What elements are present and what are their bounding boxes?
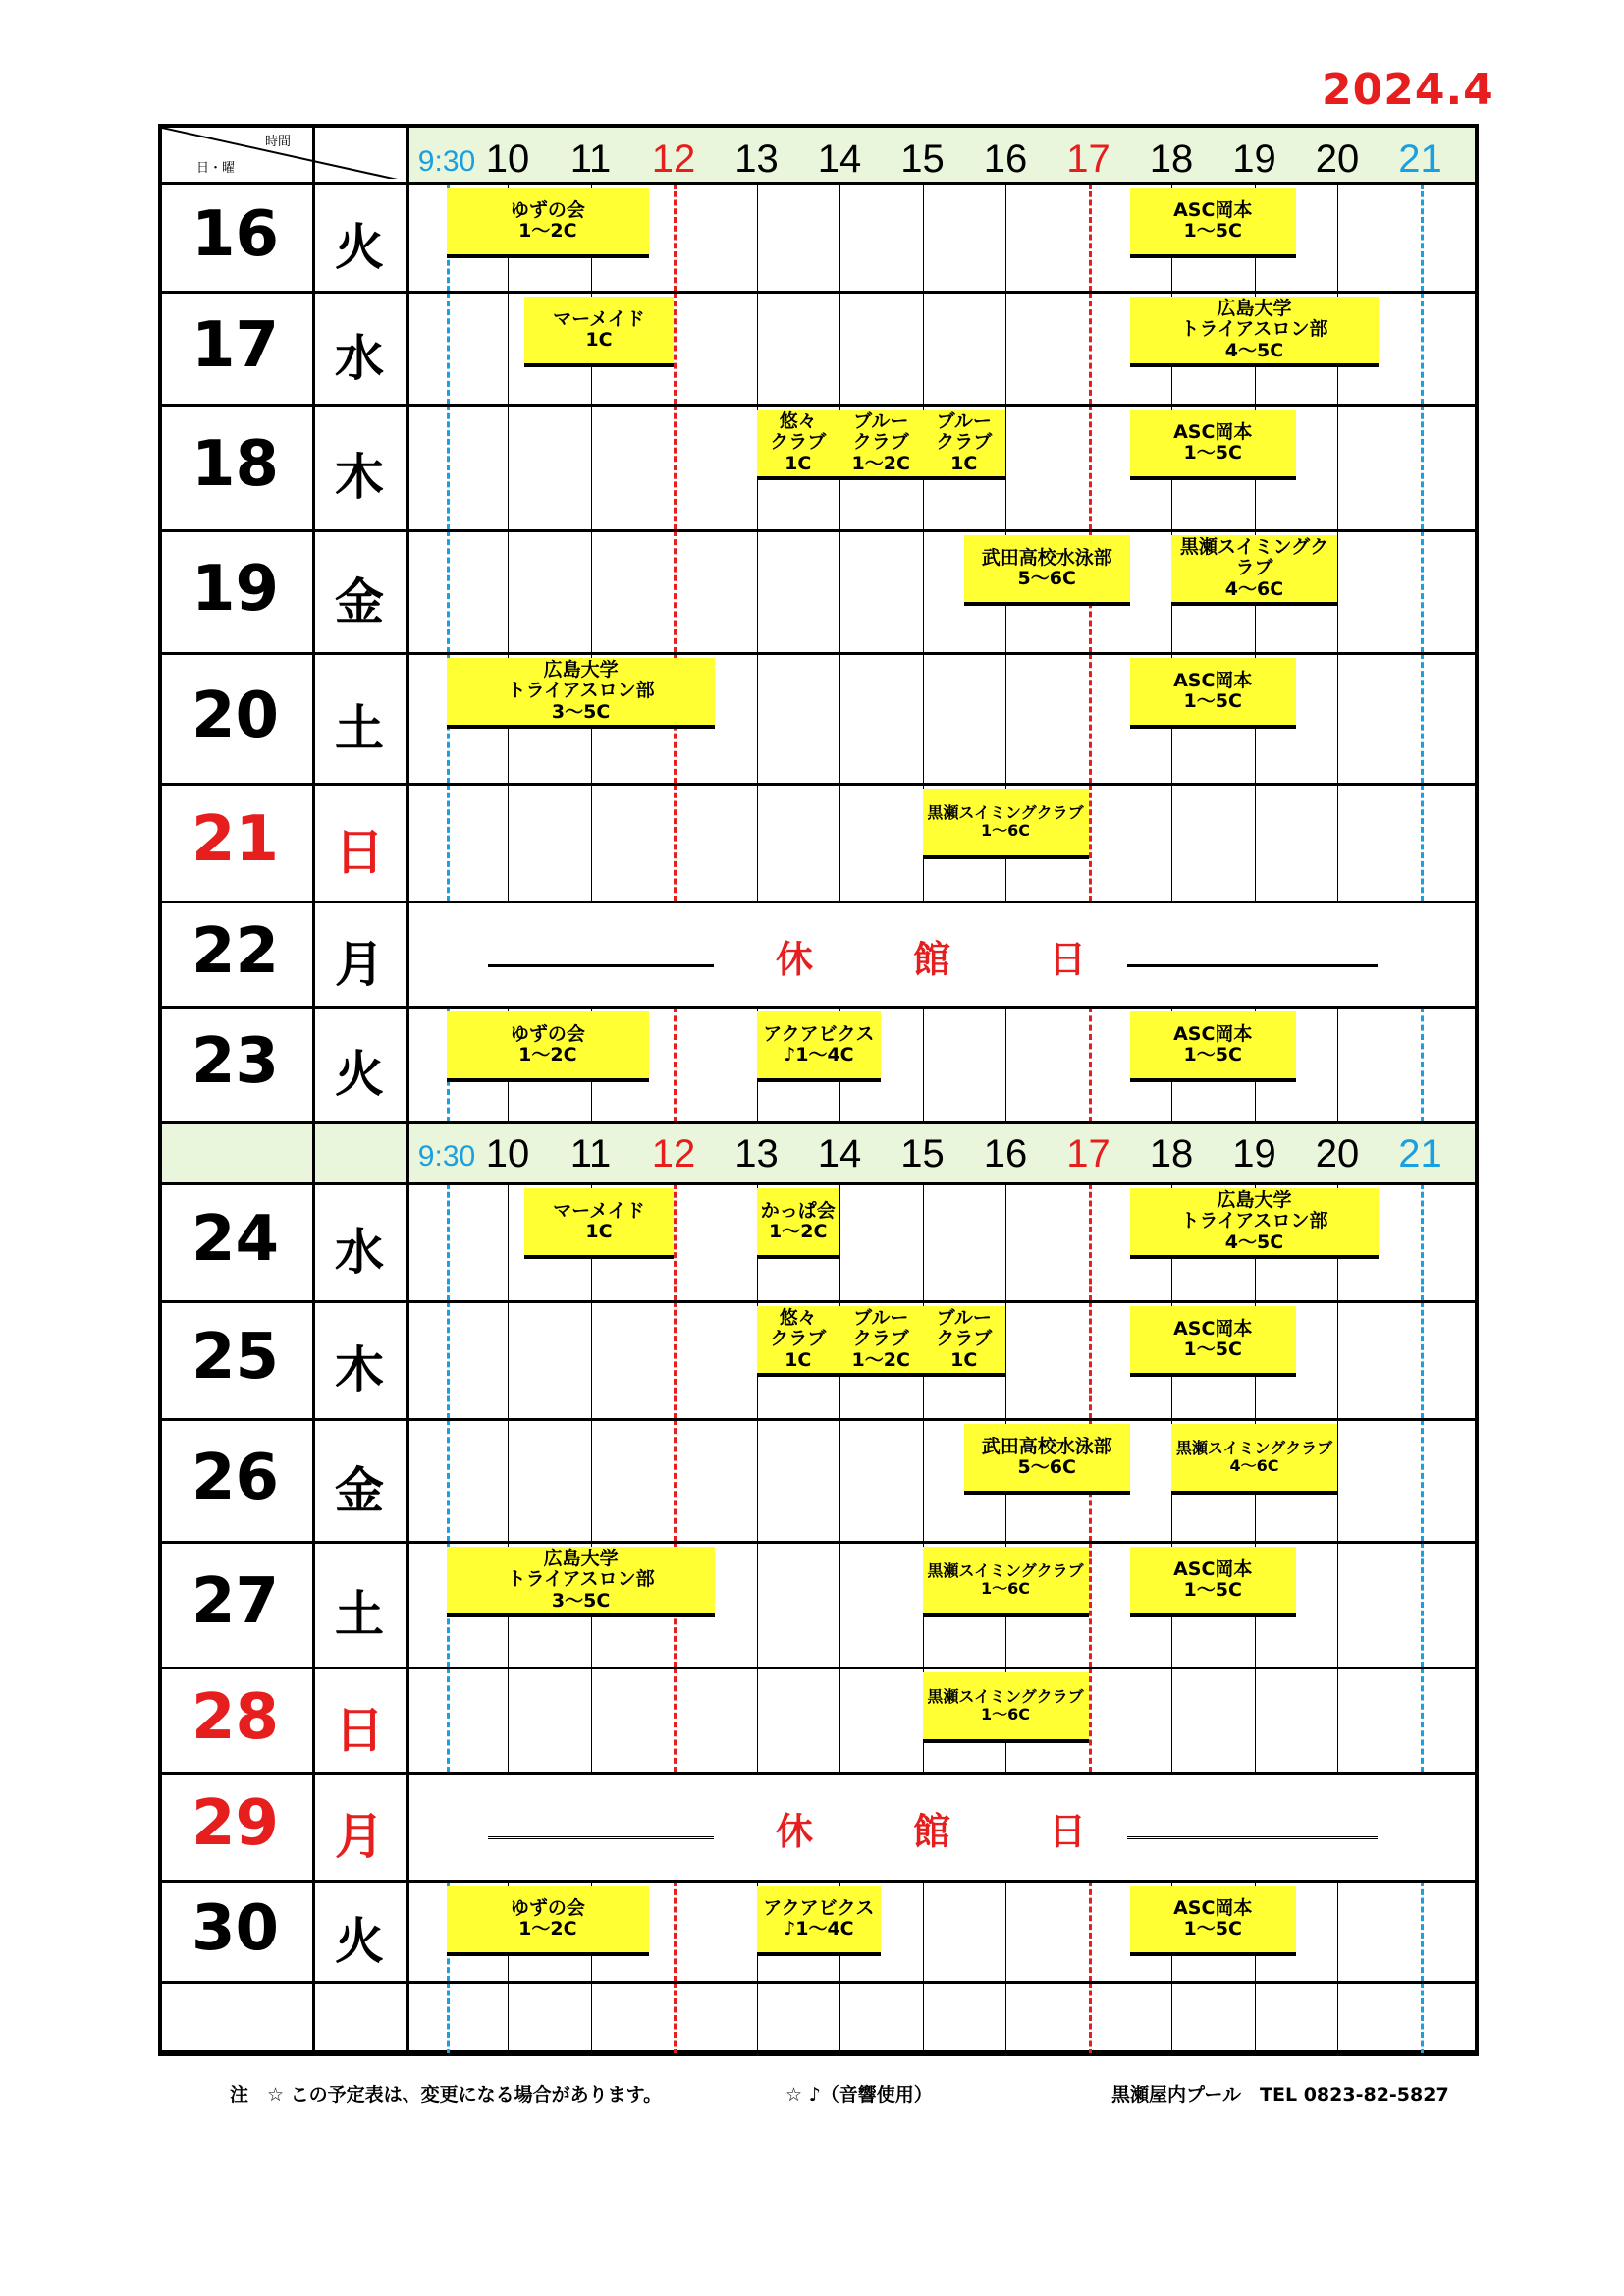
close-time-marker: [1421, 1982, 1424, 2054]
footer-symbol-note: ☆ ♪（音響使用）: [785, 2084, 933, 2105]
reservation-block: ASC岡本 1～5C: [1130, 658, 1296, 729]
reservation-block: ゆずの会 1～2C: [447, 188, 649, 258]
reservation-block: ASC岡本 1～5C: [1130, 1886, 1296, 1956]
row-divider: [158, 291, 1479, 294]
hour-gridline: [757, 1419, 758, 1542]
open-time-marker: [447, 292, 450, 405]
evening-marker: [1089, 183, 1092, 292]
closed-line-left: [488, 964, 714, 967]
weekday-cell: 月: [335, 1808, 384, 1865]
evening-marker: [1089, 784, 1092, 902]
reservation-block: ASC岡本 1～5C: [1130, 1306, 1296, 1377]
weekday-cell: 火: [335, 1046, 384, 1103]
hour-gridline: [1005, 1301, 1006, 1419]
hour-gridline: [591, 1667, 592, 1773]
hour-label: 18: [1149, 1132, 1194, 1175]
weekday-cell: 水: [335, 1224, 384, 1281]
hour-label: 11: [569, 137, 612, 181]
noon-marker: [674, 530, 677, 653]
hour-label: 20: [1315, 1132, 1360, 1175]
date-cell: 30: [190, 1891, 280, 1965]
weekday-cell: 土: [335, 699, 384, 757]
hour-gridline: [1255, 784, 1256, 902]
hour-gridline: [1005, 1982, 1006, 2054]
hour-gridline: [839, 1542, 840, 1667]
hour-gridline: [923, 1007, 924, 1122]
closed-line-right: [1127, 1836, 1378, 1839]
hour-gridline: [1337, 1301, 1338, 1419]
close-time-marker: [1421, 1183, 1424, 1301]
reservation-block: ゆずの会 1～2C: [447, 1011, 649, 1082]
header-divider: [158, 1182, 1479, 1185]
noon-marker: [674, 1881, 677, 1982]
reservation-block: ASC岡本 1～5C: [1130, 410, 1296, 480]
weekday-cell: 日: [335, 1701, 384, 1759]
hour-gridline: [1337, 1667, 1338, 1773]
reservation-block: マーメイド 1C: [524, 1188, 674, 1259]
weekday-cell: 水: [335, 329, 384, 387]
evening-marker: [1089, 1542, 1092, 1667]
noon-marker: [674, 1007, 677, 1122]
date-cell: 21: [190, 803, 280, 876]
hour-gridline: [1337, 183, 1338, 292]
reservation-block: 黒瀬スイミングクラブ 1～6C: [923, 1547, 1089, 1617]
hour-label: 12: [651, 1132, 696, 1175]
hour-gridline: [508, 1667, 509, 1773]
weekday-cell: 金: [335, 573, 384, 630]
row-divider: [158, 652, 1479, 655]
row-divider: [158, 1006, 1479, 1009]
noon-marker: [674, 1301, 677, 1419]
row-divider: [158, 1418, 1479, 1421]
hour-gridline: [839, 784, 840, 902]
reservation-block: 広島大学 トライアスロン部 3～5C: [447, 658, 715, 729]
close-time-marker: [1421, 183, 1424, 292]
row-divider: [158, 529, 1479, 532]
date-cell: 17: [190, 308, 280, 382]
hour-label: 19: [1232, 137, 1276, 181]
hour-gridline: [1337, 784, 1338, 902]
hour-label: 14: [817, 1132, 862, 1175]
hour-gridline: [1005, 1007, 1006, 1122]
evening-marker: [1089, 1183, 1092, 1301]
hour-gridline: [1005, 1881, 1006, 1982]
hour-label: 16: [983, 1132, 1028, 1175]
hour-gridline: [757, 784, 758, 902]
reservation-block: 広島大学 トライアスロン部 4～5C: [1130, 1188, 1380, 1259]
hour-gridline: [508, 1982, 509, 2054]
header-column-divider: [406, 1122, 409, 1183]
reservation-block: ASC岡本 1～5C: [1130, 188, 1296, 258]
hour-gridline: [923, 292, 924, 405]
noon-marker: [674, 183, 677, 292]
noon-marker: [674, 784, 677, 902]
close-time-marker: [1421, 1007, 1424, 1122]
hour-gridline: [1255, 1667, 1256, 1773]
row-divider: [158, 1772, 1479, 1775]
close-time-marker: [1421, 405, 1424, 530]
close-time-marker: [1421, 784, 1424, 902]
hour-gridline: [591, 1419, 592, 1542]
hour-label: 13: [734, 137, 779, 181]
hour-gridline: [591, 784, 592, 902]
date-cell: 22: [190, 914, 280, 988]
evening-marker: [1089, 1301, 1092, 1419]
hour-gridline: [757, 183, 758, 292]
hour-gridline: [839, 1183, 840, 1301]
open-time-marker: [447, 784, 450, 902]
hour-gridline: [1005, 183, 1006, 292]
close-time-marker: [1421, 1881, 1424, 1982]
hour-gridline: [508, 530, 509, 653]
open-time-marker: [447, 1301, 450, 1419]
corner-day-label: 日・曜: [196, 161, 236, 176]
hour-label: 18: [1149, 137, 1194, 181]
hour-gridline: [508, 292, 509, 405]
hour-label: 21: [1398, 1132, 1442, 1175]
close-time-marker: [1421, 653, 1424, 784]
date-cell: 16: [190, 197, 280, 271]
noon-marker: [674, 1183, 677, 1301]
row-divider: [158, 1121, 1479, 1124]
hour-gridline: [1337, 530, 1338, 653]
date-cell: 19: [190, 552, 280, 626]
reservation-block: 広島大学 トライアスロン部 3～5C: [447, 1547, 715, 1617]
weekday-cell: 日: [335, 824, 384, 881]
reservation-block: 悠々 クラブ 1C: [757, 1306, 840, 1377]
hour-gridline: [508, 784, 509, 902]
hour-gridline: [1005, 405, 1006, 530]
closed-day-label: 日: [1049, 937, 1087, 981]
hour-label: 11: [569, 1132, 612, 1175]
hour-gridline: [923, 1881, 924, 1982]
hour-gridline: [923, 1183, 924, 1301]
close-time-marker: [1421, 530, 1424, 653]
hour-gridline: [923, 1982, 924, 2054]
hour-gridline: [923, 183, 924, 292]
hour-gridline: [839, 292, 840, 405]
hour-gridline: [591, 530, 592, 653]
hour-gridline: [508, 1183, 509, 1301]
evening-marker: [1089, 1667, 1092, 1773]
row-divider: [158, 783, 1479, 786]
row-divider: [158, 2053, 1479, 2056]
hour-gridline: [839, 530, 840, 653]
date-cell: 23: [190, 1025, 280, 1098]
date-cell: 25: [190, 1321, 280, 1394]
weekday-cell: 月: [335, 935, 384, 993]
closed-day-label: 日: [1049, 1810, 1087, 1853]
closed-day-label: 館: [913, 1810, 951, 1853]
hour-label: 9:30: [417, 145, 476, 178]
date-cell: 28: [190, 1680, 280, 1754]
hour-gridline: [1337, 405, 1338, 530]
reservation-block: 黒瀬スイミングクラブ 4～6C: [1171, 535, 1337, 606]
hour-gridline: [508, 405, 509, 530]
hour-gridline: [839, 653, 840, 784]
schedule-title: 2024.4: [1322, 65, 1494, 115]
close-time-marker: [1421, 292, 1424, 405]
open-time-marker: [447, 530, 450, 653]
open-time-marker: [447, 1183, 450, 1301]
footer-note: 注 ☆ この予定表は、変更になる場合があります。: [230, 2084, 663, 2105]
row-divider: [158, 1667, 1479, 1669]
hour-label: 10: [485, 1132, 530, 1175]
reservation-block: 悠々 クラブ 1C: [757, 410, 840, 480]
date-cell: 27: [190, 1565, 280, 1638]
close-time-marker: [1421, 1301, 1424, 1419]
noon-marker: [674, 1419, 677, 1542]
evening-marker: [1089, 1982, 1092, 2054]
hour-gridline: [1005, 1183, 1006, 1301]
close-time-marker: [1421, 1542, 1424, 1667]
hour-gridline: [757, 1667, 758, 1773]
hour-gridline: [1005, 653, 1006, 784]
hour-gridline: [757, 1542, 758, 1667]
hour-gridline: [1337, 1982, 1338, 2054]
hour-label: 10: [485, 137, 530, 181]
hour-label: 15: [900, 1132, 945, 1175]
reservation-block: 黒瀬スイミングクラブ 4～6C: [1171, 1424, 1337, 1495]
reservation-block: かっぱ会 1～2C: [757, 1188, 840, 1259]
row-divider: [158, 1981, 1479, 1984]
row-divider: [158, 901, 1479, 903]
reservation-block: アクアビクス ♪1～4C: [757, 1886, 882, 1956]
evening-marker: [1089, 292, 1092, 405]
close-time-marker: [1421, 1419, 1424, 1542]
hour-label: 14: [817, 137, 862, 181]
reservation-block: 武田高校水泳部 5～6C: [964, 1424, 1130, 1495]
reservation-block: ASC岡本 1～5C: [1130, 1011, 1296, 1082]
hour-gridline: [1171, 784, 1172, 902]
closed-line-left: [488, 1836, 714, 1839]
weekday-cell: 火: [335, 1912, 384, 1970]
hour-gridline: [923, 1419, 924, 1542]
evening-marker: [1089, 1881, 1092, 1982]
hour-label: 15: [900, 137, 945, 181]
reservation-block: 武田高校水泳部 5～6C: [964, 535, 1130, 606]
hour-label: 21: [1398, 137, 1442, 181]
reservation-block: ブルー クラブ 1～2C: [839, 410, 923, 480]
row-divider: [158, 404, 1479, 407]
reservation-block: ブルー クラブ 1C: [923, 410, 1006, 480]
hour-gridline: [757, 653, 758, 784]
hour-gridline: [839, 1667, 840, 1773]
hour-label: 17: [1066, 137, 1110, 181]
hour-gridline: [1337, 1419, 1338, 1542]
close-time-marker: [1421, 1667, 1424, 1773]
reservation-block: 黒瀬スイミングクラブ 1～6C: [923, 789, 1089, 859]
row-divider: [158, 1880, 1479, 1883]
weekday-cell: 火: [335, 218, 384, 276]
hour-gridline: [1005, 292, 1006, 405]
reservation-block: ゆずの会 1～2C: [447, 1886, 649, 1956]
reservation-block: マーメイド 1C: [524, 297, 674, 367]
hour-gridline: [839, 1419, 840, 1542]
weekday-cell: 木: [335, 449, 384, 506]
hour-gridline: [839, 183, 840, 292]
reservation-block: ASC岡本 1～5C: [1130, 1547, 1296, 1617]
hour-gridline: [1171, 1982, 1172, 2054]
hour-gridline: [508, 1301, 509, 1419]
reservation-block: ブルー クラブ 1～2C: [839, 1306, 923, 1377]
hour-label: 9:30: [417, 1140, 476, 1173]
weekday-cell: 土: [335, 1586, 384, 1643]
header-divider: [158, 182, 1479, 185]
evening-marker: [1089, 653, 1092, 784]
hour-gridline: [1337, 1007, 1338, 1122]
hour-label: 12: [651, 137, 696, 181]
date-cell: 20: [190, 679, 280, 752]
reservation-block: アクアビクス ♪1～4C: [757, 1011, 882, 1082]
open-time-marker: [447, 1419, 450, 1542]
hour-gridline: [1171, 1667, 1172, 1773]
hour-label: 20: [1315, 137, 1360, 181]
hour-gridline: [591, 1982, 592, 2054]
noon-marker: [674, 1667, 677, 1773]
hour-label: 19: [1232, 1132, 1276, 1175]
weekday-cell: 木: [335, 1341, 384, 1398]
weekday-cell: 金: [335, 1461, 384, 1519]
day-column-divider: [406, 128, 409, 2054]
corner-time-label: 時間: [265, 135, 292, 149]
closed-line-right: [1127, 964, 1378, 967]
noon-marker: [674, 292, 677, 405]
hour-gridline: [757, 1982, 758, 2054]
date-cell: 18: [190, 428, 280, 501]
hour-gridline: [1255, 1982, 1256, 2054]
hour-gridline: [1337, 1542, 1338, 1667]
evening-marker: [1089, 405, 1092, 530]
closed-day-label: 休: [776, 1810, 814, 1853]
hour-label: 16: [983, 137, 1028, 181]
date-cell: 26: [190, 1441, 280, 1514]
hour-gridline: [923, 530, 924, 653]
date-cell: 29: [190, 1787, 280, 1860]
evening-marker: [1089, 1007, 1092, 1122]
hour-gridline: [591, 1301, 592, 1419]
hour-label: 13: [734, 1132, 779, 1175]
hour-gridline: [839, 1982, 840, 2054]
date-cell: 24: [190, 1203, 280, 1276]
hour-gridline: [591, 405, 592, 530]
reservation-block: 広島大学 トライアスロン部 4～5C: [1130, 297, 1380, 367]
open-time-marker: [447, 1982, 450, 2054]
hour-gridline: [757, 292, 758, 405]
row-divider: [158, 1300, 1479, 1303]
open-time-marker: [447, 1667, 450, 1773]
reservation-block: ブルー クラブ 1C: [923, 1306, 1006, 1377]
noon-marker: [674, 1982, 677, 2054]
closed-day-label: 休: [776, 937, 814, 981]
noon-marker: [674, 405, 677, 530]
reservation-block: 黒瀬スイミングクラブ 1～6C: [923, 1672, 1089, 1743]
hour-gridline: [508, 1419, 509, 1542]
row-divider: [158, 1541, 1479, 1544]
footer-contact: 黒瀬屋内プール TEL 0823-82-5827: [1111, 2084, 1449, 2105]
hour-gridline: [923, 653, 924, 784]
hour-gridline: [1337, 1881, 1338, 1982]
closed-day-label: 館: [913, 937, 951, 981]
hour-gridline: [1337, 653, 1338, 784]
open-time-marker: [447, 405, 450, 530]
hour-label: 17: [1066, 1132, 1110, 1175]
hour-gridline: [757, 530, 758, 653]
